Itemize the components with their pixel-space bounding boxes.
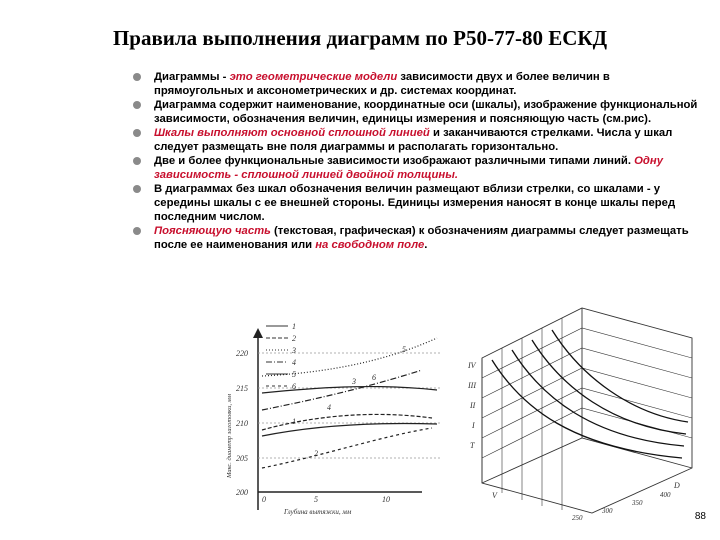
x-tick-label: 400 [660, 491, 671, 499]
x-tick-labels [262, 495, 390, 504]
x-tick-label: 250 [572, 514, 583, 522]
bullet-item [128, 224, 698, 252]
bullet-dot-icon [133, 129, 141, 137]
x-tick-labels [572, 491, 671, 522]
curve-label: 1 [292, 417, 296, 426]
surface-label: V [492, 491, 497, 500]
x-tick-label: 350 [632, 499, 643, 507]
rules-list [128, 70, 698, 252]
curve-label: 2 [314, 449, 318, 458]
body-text: В диаграммах без шкал обозначения величин размещают вблизи стрелки, со шкалами - у середины шкалы с ее внешней стороны. Единицы измерения наносят в конце шкалы перед последним числом. [154, 183, 676, 223]
body-text: Диаграмма содержит наименование, координатные оси (шкалы), изображение функциональной зависимости, обозначения величин, единицы измерения и поясняющую часть (см.рис). [154, 99, 698, 125]
page-number: 88 [694, 511, 706, 522]
y-tick-label: 220 [236, 349, 248, 358]
legend-entry: 2 [292, 334, 296, 343]
bullet-dot-icon [133, 73, 141, 81]
surface-grid [482, 308, 692, 513]
curve-label: 3 [352, 377, 356, 386]
legend-entry: 6 [292, 382, 296, 391]
curve-4 [262, 414, 432, 430]
surface-labels [467, 361, 680, 500]
body-text: и заканчиваются стрелками. Числа у шкал следует размещать вне поля диаграммы и располагать горизонтально. [154, 127, 673, 153]
curve-5 [262, 338, 437, 376]
y-axis-label: Макс. диаметр заготовки, мм [226, 394, 233, 478]
legend-entry: 3 [292, 346, 296, 355]
surface-label: II [470, 401, 476, 410]
bullet-dot-icon [133, 185, 141, 193]
curve-3 [262, 370, 422, 410]
highlighted-text: это геометрические модели [229, 71, 398, 83]
y-tick-label: 215 [236, 384, 248, 393]
bullet-item [128, 98, 698, 126]
surface-label: T [470, 441, 475, 450]
surface-diagram-figure [462, 298, 702, 523]
body-text: Две и более функциональные зависимости изображают различными типами линий. [154, 155, 635, 167]
curve-2 [262, 428, 432, 468]
y-tick-labels [236, 349, 248, 497]
curve-labels [292, 345, 406, 458]
bullet-dot-icon [133, 101, 141, 109]
body-text: Диаграммы - [154, 71, 230, 83]
curve-label: 5 [402, 345, 406, 354]
x-tick-label: 5 [314, 495, 318, 504]
curve-label: 6 [372, 373, 376, 382]
highlighted-text: Шкалы выполняют основной сплошной линией [154, 127, 430, 139]
surface-label: III [468, 381, 476, 390]
line-chart-figure [222, 318, 462, 528]
body-text: (текстовая, графическая) к обозначениям диаграммы следует размещать после ее наименования или [154, 225, 689, 251]
curve-6 [262, 387, 437, 393]
bullet-dot-icon [133, 157, 141, 165]
curve-1 [262, 424, 437, 437]
bullet-item [128, 70, 698, 98]
body-text: . [424, 239, 428, 251]
surface-label: I [472, 421, 475, 430]
curve-label: 4 [327, 403, 331, 412]
highlighted-text: Одну зависимость - сплошной линией двойной толщины. [154, 155, 664, 181]
bullet-dot-icon [133, 227, 141, 235]
x-tick-label: 0 [262, 495, 266, 504]
y-tick-label: 200 [236, 488, 248, 497]
bullet-item [128, 154, 698, 182]
highlighted-text: Поясняющую часть [154, 225, 271, 237]
x-axis-label: Глубина вытяжки, мм [284, 508, 352, 516]
y-tick-label: 205 [236, 454, 248, 463]
page-title: Правила выполнения диаграмм по Р50-77-80 ЕСКД [112, 26, 608, 50]
legend-entry: 1 [292, 322, 296, 331]
chart-curves [262, 338, 437, 468]
chart-axes [253, 328, 422, 510]
bullet-item [128, 182, 698, 224]
legend [266, 322, 296, 391]
bullet-item [128, 126, 698, 154]
y-tick-label: 210 [236, 419, 248, 428]
surface-label: IV [468, 361, 476, 370]
legend-entry: 5 [292, 370, 296, 379]
x-tick-label: 300 [602, 507, 613, 515]
body-text: зависимости двух и более величин в прямоугольных и аксонометрических и др. системах координат. [154, 71, 610, 97]
x-tick-label: 10 [382, 495, 390, 504]
highlighted-text: на свободном поле [315, 239, 425, 251]
surface-label: D [674, 481, 680, 490]
legend-entry: 4 [292, 358, 296, 367]
